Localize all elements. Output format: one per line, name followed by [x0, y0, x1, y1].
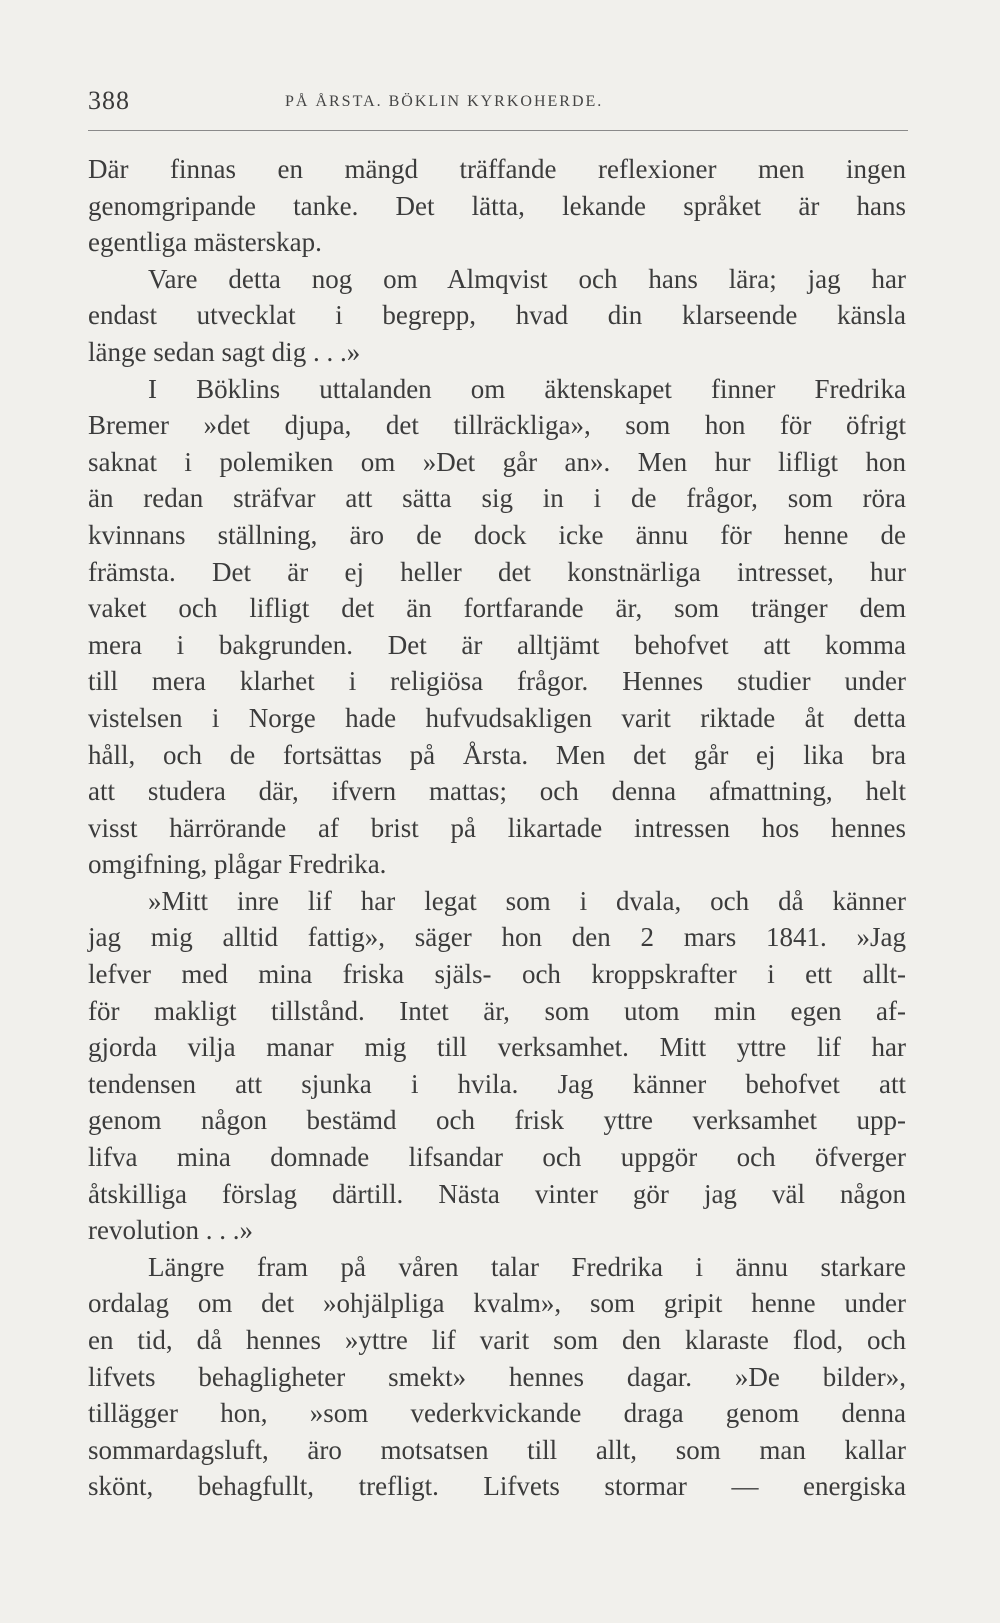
text-line: lifvets behagligheter smekt» hennes dagar. »De bilder»,: [88, 1361, 906, 1392]
text-line: endast utvecklat i begrepp, hvad din klarseende känsla: [88, 300, 906, 331]
text-line: tillägger hon, »som vederkvickande draga genom denna: [88, 1398, 906, 1429]
text-line: lefver med mina friska själs- och kroppskrafter i ett allt-: [88, 959, 906, 990]
text-line: revolution . . .»: [88, 1215, 253, 1246]
text-line: jag mig alltid fattig», säger hon den 2 mars 1841. »Jag: [88, 922, 906, 953]
text-line: kvinnans ställning, äro de dock icke ännu för henne de: [88, 519, 906, 550]
text-line: än redan sträfvar att sätta sig in i de frågor, som röra: [88, 483, 906, 514]
text-line: Vare detta nog om Almqvist och hans lära; jag har: [148, 263, 906, 294]
page-number: 388: [88, 86, 130, 115]
text-line: tendensen att sjunka i hvila. Jag känner behofvet att: [88, 1068, 906, 1099]
text-line: vaket och lifligt det än fortfarande är, som tränger dem: [88, 593, 906, 624]
text-line: Bremer »det djupa, det tillräckliga», som hon för öfrigt: [88, 410, 906, 441]
text-line: att studera där, ifvern mattas; och denna afmattning, helt: [88, 776, 906, 807]
text-line: länge sedan sagt dig . . .»: [88, 336, 361, 367]
header-rule: [88, 130, 908, 131]
text-line: för makligt tillstånd. Intet är, som utom min egen af-: [88, 995, 906, 1026]
text-line: genom någon bestämd och frisk yttre verksamhet upp-: [88, 1105, 906, 1136]
text-line: åtskilliga förslag därtill. Nästa vinter gör jag väl någon: [88, 1178, 906, 1209]
text-line: till mera klarhet i religiösa frågor. Hennes studier under: [88, 666, 906, 697]
text-line: omgifning, plågar Fredrika.: [88, 849, 387, 880]
text-line: Där finnas en mängd träffande reflexioner men ingen: [88, 154, 906, 184]
text-line: saknat i polemiken om »Det går an». Men hur lifligt hon: [88, 446, 906, 477]
text-line: »Mitt inre lif har legat som i dvala, och då känner: [148, 885, 906, 916]
text-line: mera i bakgrunden. Det är alltjämt behofvet att komma: [88, 629, 906, 660]
text-line: genomgripande tanke. Det lätta, lekande språket är hans: [88, 190, 906, 221]
text-line: egentliga mästerskap.: [88, 227, 322, 258]
text-line: Längre fram på våren talar Fredrika i ännu starkare: [148, 1251, 906, 1282]
text-line: en tid, då hennes »yttre lif varit som den klaraste flod, och: [88, 1325, 906, 1355]
text-line: vistelsen i Norge hade hufvudsakligen varit riktade åt detta: [88, 702, 906, 733]
text-line: skönt, behagfullt, trefligt. Lifvets stormar — energiska: [88, 1471, 906, 1502]
text-line: visst härrörande af brist på likartade intressen hos hennes: [88, 812, 906, 843]
text-line: håll, och de fortsättas på Årsta. Men det går ej lika bra: [88, 739, 906, 770]
text-line: ordalag om det »ohjälpliga kvalm», som gripit henne under: [88, 1288, 906, 1319]
text-line: I Böklins uttalanden om äktenskapet finner Fredrika: [148, 373, 906, 404]
text-line: gjorda vilja manar mig till verksamhet. Mitt yttre lif har: [88, 1032, 906, 1063]
text-line: lifva mina domnade lifsandar och uppgör och öfverger: [88, 1142, 906, 1173]
page-header: [88, 86, 908, 120]
running-head: PÅ ÅRSTA. BÖKLIN KYRKOHERDE.: [285, 93, 604, 110]
text-line: sommardagsluft, äro motsatsen till allt, som man kallar: [88, 1434, 906, 1465]
text-line: främsta. Det är ej heller det konstnärliga intresset, hur: [88, 556, 906, 587]
body-text: [88, 151, 906, 1505]
